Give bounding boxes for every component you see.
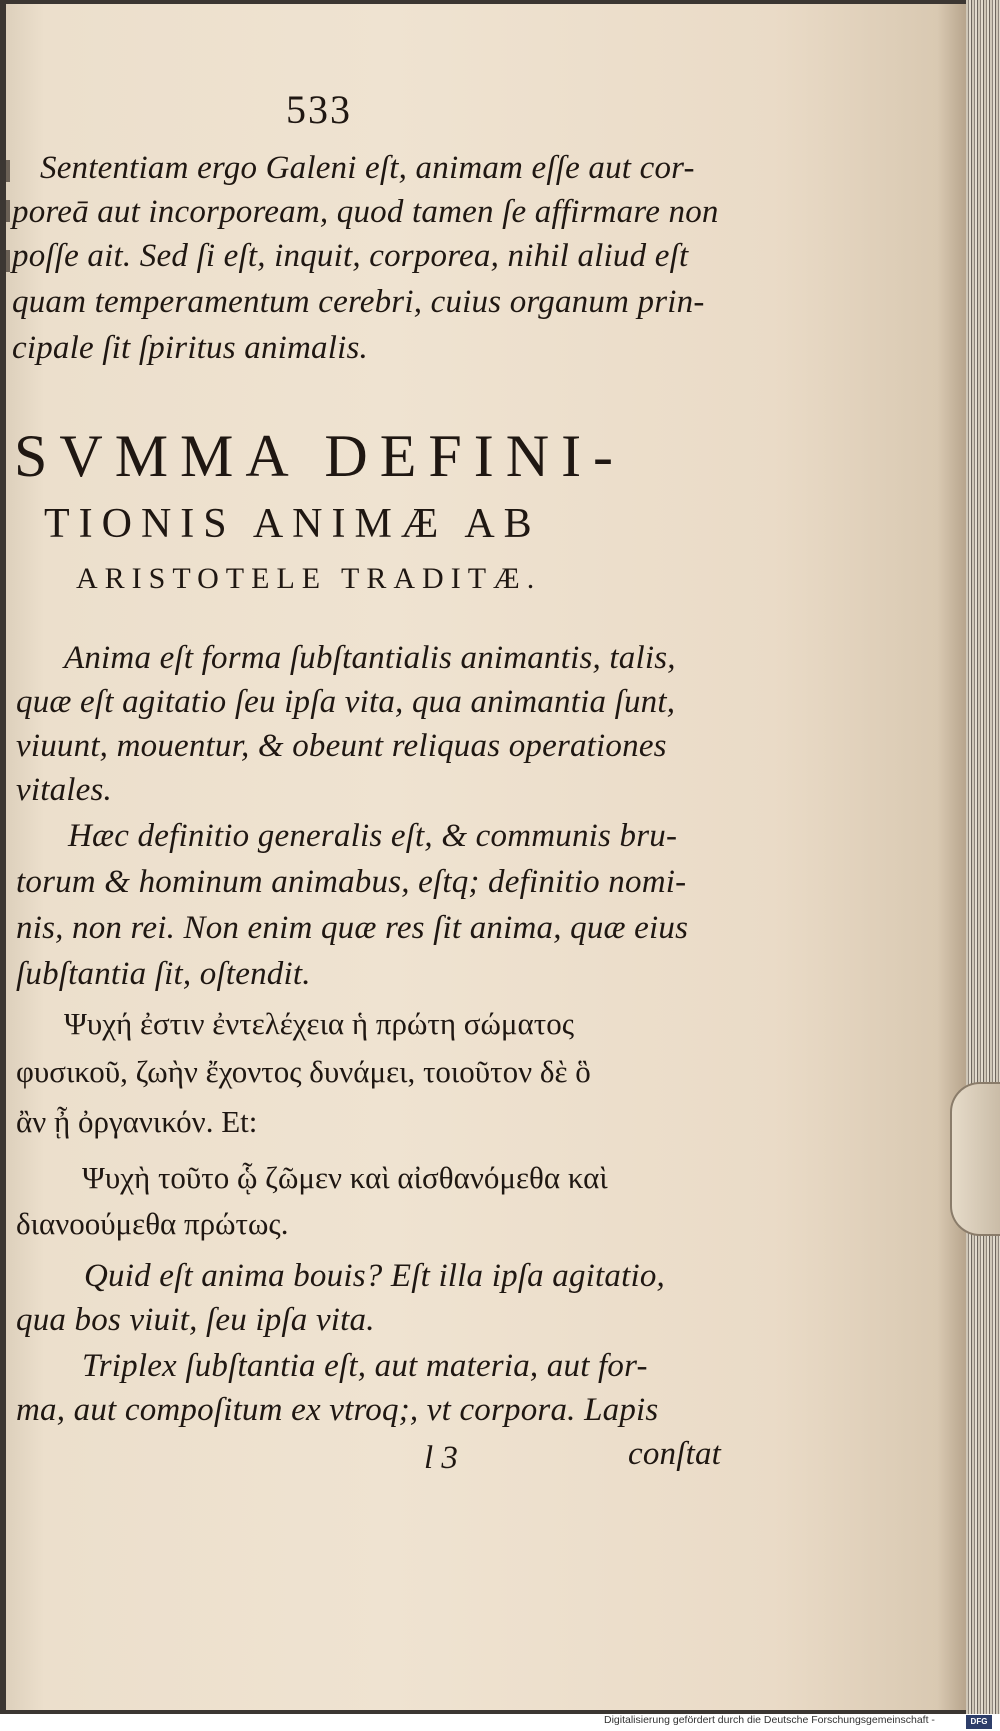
greek-line: φυσικοῦ, ζωὴν ἔχοντος δυνάμει, τοιοῦτον δὲ ὃ <box>16 1054 591 1089</box>
text-line: poſſe ait. Sed ſi eſt, inquit, corporea, nihil aliud eſt <box>12 238 689 274</box>
margin-mark <box>6 200 10 222</box>
text-line: quæ eſt agitatio ſeu ipſa vita, qua animantia ſunt, <box>16 684 676 720</box>
text-line: Quid eſt anima bouis? Eſt illa ipſa agitatio, <box>84 1258 666 1294</box>
text-line: ma, aut compoſitum ex vtroq;, vt corpora. Lapis <box>16 1392 659 1428</box>
text-line: qua bos viuit, ſeu ipſa vita. <box>16 1302 375 1338</box>
text-line: ſubſtantia ſit, oſtendit. <box>16 956 311 992</box>
text-line: torum & hominum animabus, eſtq; definitio nomi- <box>16 864 687 900</box>
heading-line-2: TIONIS ANIMÆ AB <box>44 501 541 547</box>
book-fore-edge <box>966 0 1000 1714</box>
text-line: Sententiam ergo Galeni eſt, animam eſſe aut cor- <box>40 150 695 186</box>
text-line: Hæc definitio generalis eſt, & communis bru- <box>68 818 678 854</box>
text-line: Triplex ſubſtantia eſt, aut materia, aut for- <box>82 1348 648 1384</box>
greek-line: ἂν ᾖ ὀργανικόν. Et: <box>16 1104 258 1139</box>
heading-line-3: ARISTOTELE TRADITÆ. <box>76 562 542 595</box>
greek-line: διανοούμεθα πρώτως. <box>16 1206 289 1241</box>
text-line: quam temperamentum cerebri, cuius organum prin- <box>12 284 705 320</box>
text-line: poreā aut incorpoream, quod tamen ſe affirmare non <box>12 194 719 230</box>
text-line: vitales. <box>16 772 112 808</box>
page-number: 533 <box>286 87 352 132</box>
margin-mark <box>6 250 10 272</box>
greek-line: Ψυχὴ τοῦτο ᾧ ζῶμεν καὶ αἰσθανόμεθα καὶ <box>82 1160 608 1195</box>
digitization-credit: Digitalisierung gefördert durch die Deutsche Forschungsgemeinschaft - <box>604 1714 935 1726</box>
greek-line: Ψυχή ἐστιν ἐντελέχεια ἡ πρώτη σώματος <box>64 1006 575 1041</box>
text-line: Anima eſt forma ſubſtantialis animantis, talis, <box>64 640 676 676</box>
book-clasp <box>950 1082 1000 1236</box>
text-line: cipale ſit ſpiritus animalis. <box>12 330 368 366</box>
dfg-logo: DFG <box>966 1715 992 1729</box>
margin-mark <box>6 160 10 182</box>
text-line: nis, non rei. Non enim quæ res ſit anima, quæ eius <box>16 910 689 946</box>
heading-line-1: SVMMA DEFINI- <box>14 423 626 489</box>
signature-mark: l 3 <box>424 1440 458 1476</box>
catchword: conſtat <box>628 1436 722 1472</box>
text-line: viuunt, mouentur, & obeunt reliquas operationes <box>16 728 667 764</box>
